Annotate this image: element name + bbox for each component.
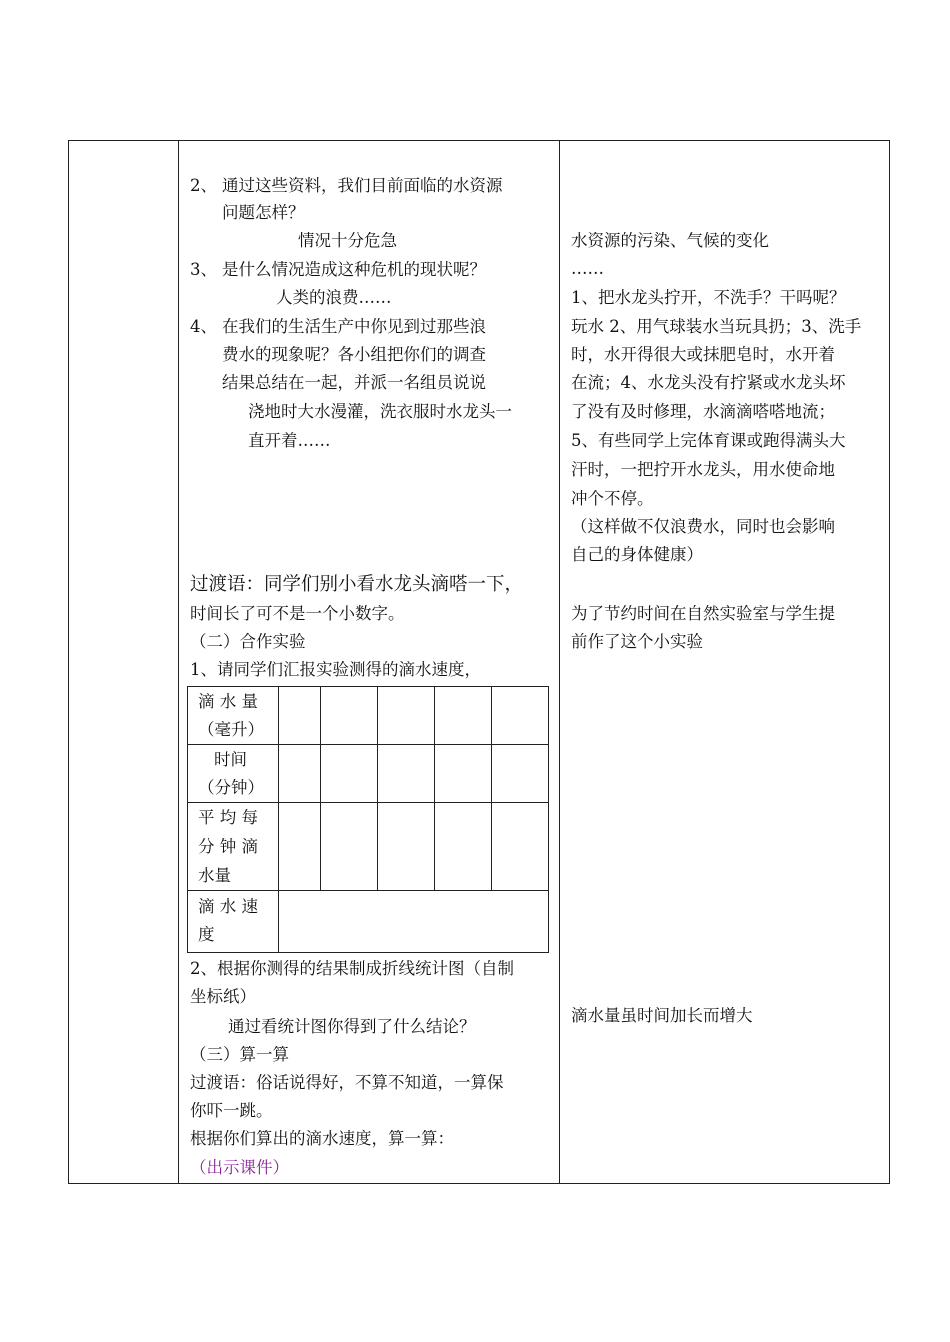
q3-number: 3、 (190, 260, 217, 279)
waste-line: 了没有及时修理，水滴滴嗒嗒地流； (571, 402, 835, 421)
grid-row-line (187, 890, 549, 891)
prep-note-line2: 前作了这个小实验 (571, 632, 703, 651)
experiment-step1: 1、请同学们汇报实验测得的滴水速度， (190, 660, 481, 679)
q4-number: 4、 (190, 317, 217, 336)
q4-text-line1: 在我们的生活生产中你见到过那些浪 (222, 317, 486, 336)
waste-line: 5、有些同学上完体育课或跑得满头大 (571, 431, 846, 450)
column-divider-right (559, 140, 560, 1184)
q2-text-line2: 问题怎样？ (222, 203, 305, 222)
q2-answer: 情况十分危急 (298, 231, 397, 250)
courseware-note: （出示课件） (190, 1158, 289, 1177)
transition2-line1: 过渡语：俗话说得好，不算不知道，一算保 (190, 1073, 504, 1092)
section2-title: （二）合作实验 (190, 632, 306, 651)
q4-text-line3: 结果总结在一起，并派一名组员说说 (222, 373, 486, 392)
waste-line: 汗时，一把拧开水龙头，用水使命地 (571, 460, 835, 479)
grid-col-line (491, 686, 492, 890)
q3-answer: 人类的浪费…… (276, 288, 392, 307)
experiment-conclusion: 滴水量虽时间加长而增大 (571, 1006, 753, 1025)
row-label-speed-line1: 滴 水 速 (198, 897, 258, 916)
waste-line: 1、把水龙头拧开，不洗手？干吗呢？ (571, 288, 846, 307)
experiment-question: 通过看统计图你得到了什么结论？ (228, 1017, 476, 1036)
transition1-line1: 过渡语：同学们别小看水龙头滴嗒一下， (190, 574, 524, 595)
row-label-speed-line2: 度 (198, 925, 215, 944)
section3-title: （三）算一算 (190, 1045, 289, 1064)
column-divider-left (178, 140, 179, 1184)
row-label-average-line3: 水量 (198, 866, 231, 885)
waste-line: 在流；4、水龙头没有拧紧或水龙头坏 (571, 373, 846, 392)
waste-line: （这样做不仅浪费水，同时也会影响 (571, 517, 835, 536)
grid-col-line (434, 686, 435, 890)
grid-col-line (320, 686, 321, 890)
transition1-line2: 时间长了可不是一个小数字。 (190, 604, 405, 623)
cause-line2: …… (571, 259, 604, 278)
row-label-average-line2: 分 钟 滴 (198, 837, 258, 856)
prep-note-line1: 为了节约时间在自然实验室与学生提 (571, 604, 835, 623)
grid-col-line (278, 686, 279, 953)
q4-text-line2: 费水的现象呢？各小组把你们的调查 (222, 345, 486, 364)
waste-line: 时，水开得很大或抹肥皂时，水开着 (571, 345, 835, 364)
q4-answer-line2: 直开着…… (248, 431, 331, 450)
calculation-instruction: 根据你们算出的滴水速度，算一算： (190, 1129, 454, 1148)
grid-col-line (377, 686, 378, 890)
experiment-step2-line2: 坐标纸） (190, 987, 256, 1006)
row-label-volume-unit: （毫升） (198, 720, 264, 739)
waste-line: 玩水 2、用气球装水当玩具扔；3、洗手 (571, 317, 862, 336)
q2-text-line1: 通过这些资料，我们目前面临的水资源 (222, 176, 503, 195)
transition2-line2: 你吓一跳。 (190, 1101, 273, 1120)
q3-text: 是什么情况造成这种危机的现状呢？ (222, 260, 486, 279)
grid-row-line (187, 802, 549, 803)
experiment-step2-line1: 2、根据你测得的结果制成折线统计图（自制 (190, 959, 514, 978)
grid-row-line (187, 744, 549, 745)
q4-answer-line1: 浇地时大水漫灌，洗衣服时水龙头一 (248, 402, 512, 421)
row-label-volume: 滴 水 量 (198, 692, 258, 711)
row-label-time-unit: （分钟） (198, 778, 264, 797)
waste-line: 自己的身体健康） (571, 545, 703, 564)
cause-line1: 水资源的污染、气候的变化 (571, 231, 769, 250)
row-label-average-line1: 平 均 每 (198, 808, 258, 827)
row-label-time: 时间 (214, 750, 247, 769)
waste-line: 冲个不停。 (571, 489, 654, 508)
q2-number: 2、 (190, 176, 217, 195)
